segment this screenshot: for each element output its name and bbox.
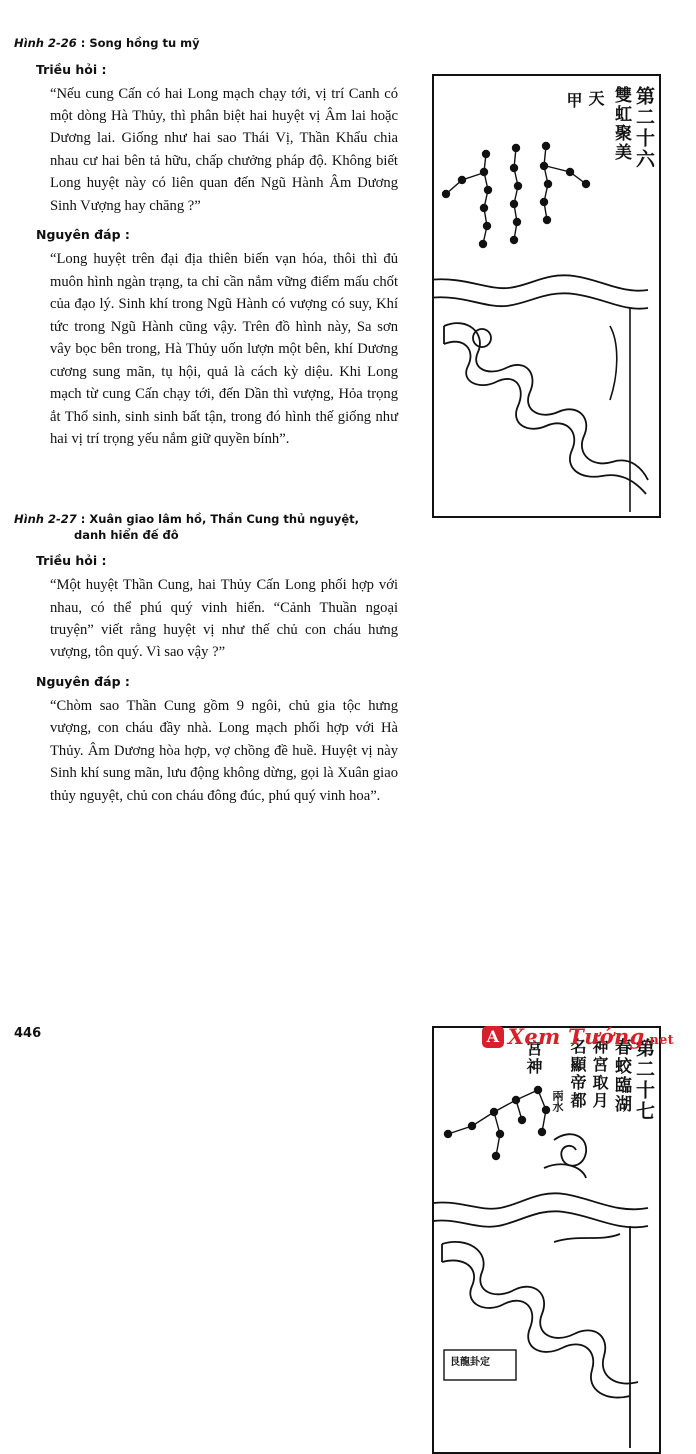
- river-contour-27: [434, 1193, 648, 1227]
- answer-text-2-26: “Long huyệt trên đại địa thiên biến vạn hóa, thôi thì đủ muôn hình ngàn trạng, ta chỉ cần nắm vững điểm mấu chốt của đạo lý. Sinh khí trong Ngũ Hành có vượng có suy, Khí tức trong Ngũ Hành cũng vậy. Trên đồ hình này, Sa sơn vây bọc bên trong, Hà Thủy uốn lượn một bên, khí Dương cương sung mãn, tụ hội, quả là cách kỳ diệu. Khi Long mạch từ cung Cấn chạy tới, đến Dần thì vượng, Hỏa trọng ắt Thổ sinh, sinh sinh bất tận, trong đó hình thế giống như hai vị trí trọng yếu nắm giữ quyền bính”.: [50, 251, 398, 448]
- watermark: [482, 1024, 674, 1049]
- figure-caption-title: Xuân giao lâm hồ, Thần Cung thủ nguyệt,: [89, 512, 360, 526]
- enclosure-lines-26: [610, 308, 630, 512]
- question-label-2-27: Triều hỏi :: [36, 553, 107, 569]
- mountain-contour-27: [442, 1226, 638, 1448]
- figure-caption-separator: :: [76, 512, 90, 526]
- answer-label-2-27: Nguyên đáp :: [36, 673, 130, 689]
- answer-text-2-27: “Chòm sao Thần Cung gồm 9 ngôi, chủ gia tộc hưng vượng, con cháu đầy nhà. Long mạch phối hợp với Hà Thủy. Âm Dương hòa hợp, vợ chồng đề huề. Huyệt vị này Sinh khí sung mãn, lưu động không dừng, gọi là Xuân giao thủy nguyệt, chủ con cháu đông đúc, phú quý vinh hoa”.: [50, 697, 398, 804]
- panel-title-27: 第二十七: [633, 1038, 655, 1122]
- panel-label-thancung-27: 宮神: [524, 1040, 543, 1076]
- huyet-marker-26: [473, 329, 491, 347]
- river-contour-26: [434, 275, 648, 308]
- figure-caption-title: Song hồng tu mỹ: [89, 36, 200, 50]
- text-column-2-26: [14, 62, 414, 451]
- panel-label-thien-26: 天: [586, 90, 605, 108]
- panel-label-giap-26: 甲: [564, 92, 583, 110]
- watermark-name: Xem Tướng: [507, 1024, 645, 1049]
- panel-note-27: 兩水: [551, 1090, 564, 1112]
- figure-caption-2-27: [0, 512, 696, 543]
- figure-illustration-2-26: [432, 74, 661, 518]
- watermark-text: [508, 1024, 674, 1049]
- panel-title-26: 第二十六: [633, 86, 655, 170]
- panel-subtitle3-27: 名顯帝都: [568, 1038, 587, 1110]
- figure-section-2-26: [0, 36, 696, 455]
- figure-caption-separator: :: [76, 36, 90, 50]
- panel-subtitle2-27: 神宮取月: [590, 1038, 609, 1110]
- answer-label-2-26: Nguyên đáp :: [36, 227, 130, 243]
- constellation-lines-27: [448, 1090, 546, 1156]
- dragon-curl-27: [544, 1134, 586, 1178]
- panel-subtitle-26: 雙虹聚美: [611, 86, 631, 162]
- panel-subtitle-27: 春蛟臨湖: [611, 1038, 631, 1114]
- question-label-2-26: Triều hỏi :: [36, 61, 107, 77]
- figure-caption-number: Hình 2-26: [14, 36, 77, 50]
- mountain-contour-26: [444, 323, 648, 494]
- panel-inner-note-27: 艮龍卦定: [450, 1357, 490, 1368]
- question-text-2-27: “Một huyệt Thần Cung, hai Thủy Cấn Long phối hợp với nhau, có thể phú quý vinh hiển. “Cảnh Thuần ngoại truyện” viết rằng huyệt vị như thế chủ con cháu hưng vượng, tôn quý. Vì sao vậy ?”: [50, 577, 398, 661]
- constellation-lines-26: [446, 146, 586, 244]
- figure-caption-2-26: [0, 36, 696, 52]
- text-column-2-27: [14, 553, 414, 807]
- figure-caption-number: Hình 2-27: [14, 512, 77, 526]
- watermark-badge-icon: A: [482, 1026, 504, 1048]
- watermark-domain: .net: [644, 1033, 674, 1048]
- question-text-2-26: “Nếu cung Cấn có hai Long mạch chạy tới, vị trí Canh có một dòng Hà Thủy, thì phân biệt hai huyệt vị Âm lai hoặc Dương lai. Giống như hai sao Thái Vị, Thần Khẩu chia nhau cư hai bên tả hữu, chấp chưởng pháp độ. Không biết Long huyệt này có liên quan đến Ngũ Hành Âm Dương Sinh Vượng hay chăng ?”: [50, 85, 398, 214]
- figure-caption-title-line2: danh hiển đế đô: [74, 527, 179, 542]
- figure-illustration-2-27: [432, 1026, 661, 1454]
- page-number: 446: [14, 1026, 42, 1041]
